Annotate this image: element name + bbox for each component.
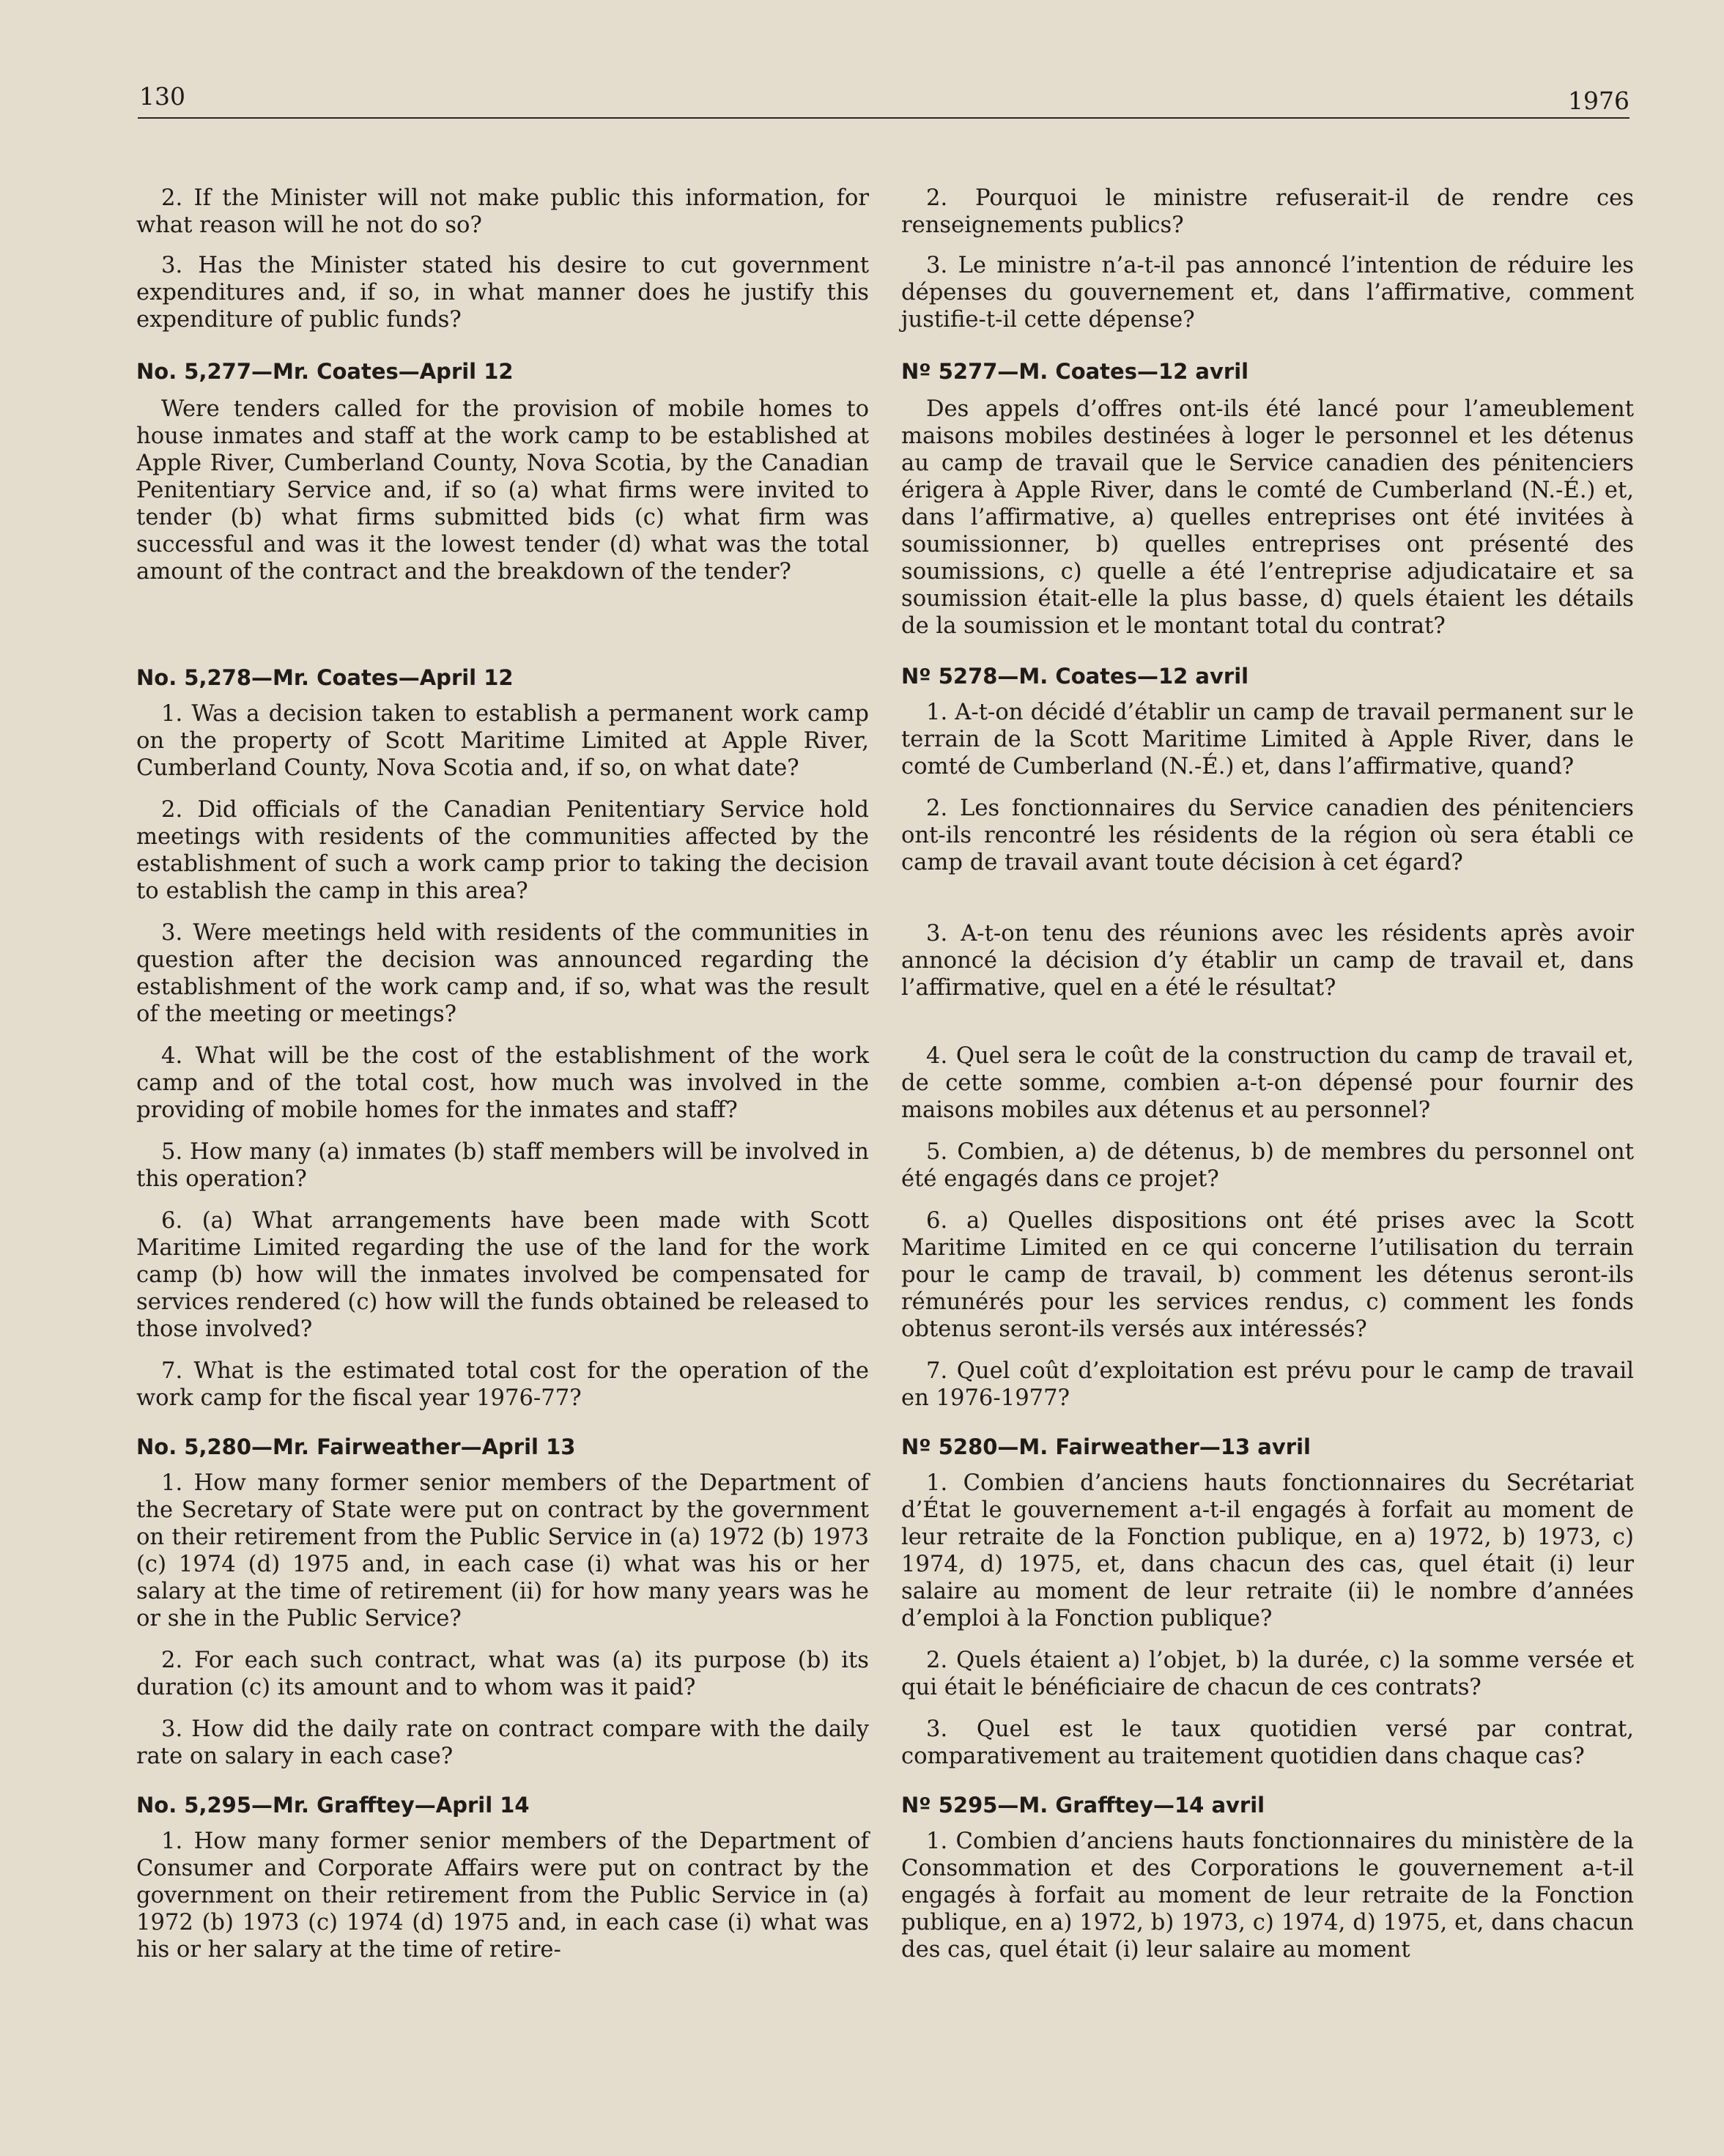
french-column [901, 185, 1634, 1963]
en-para: Were tenders called for the provision of mobile homes to house inmates and staff at the work camp to be established at Apple River, Cumberland County, Nova Scotia, by the Canadian Penitentiary Service and, if so (a) what firms were invited to tender (b) what firms submitted bids (c) what firm was successful and was it the lowest tender (d) what was the total amount of the contract and the breakdown of the tender? [136, 396, 869, 585]
en-para: 7. What is the estimated total cost for the operation of the work camp for the fiscal year 1976-77? [136, 1358, 869, 1411]
fr-para: 3. Le ministre n’a-t-il pas annoncé l’intention de réduire les dépenses du gouvernement et, dans l’affirmative, comment justifie-t-il cette dépense? [901, 253, 1634, 333]
en-para: 1. How many former senior members of the Department of Consumer and Corporate Affairs were put on contract by the government on their retirement from the Public Service in (a) 1972 (b) 1973 (c) 1974 (d) 1975 and, in each case (i) what was his or her salary at the time of retire- [136, 1829, 869, 1963]
fr-para: 5. Combien, a) de détenus, b) de membres du personnel ont été engagés dans ce projet? [901, 1139, 1634, 1192]
fr-para: 2. Pourquoi le ministre refuserait-il de rendre ces renseignements publics? [901, 185, 1634, 238]
fr-para: 3. A-t-on tenu des réunions avec les résidents après avoir annoncé la décision d’y établir un camp de travail et, dans l’affirmative, quel en a été le résultat? [901, 921, 1634, 1001]
english-column [136, 185, 869, 1963]
fr-para: 2. Quels étaient a) l’objet, b) la durée, c) la somme versée et qui était le bénéficiaire de chacun de ces contrats? [901, 1648, 1634, 1700]
en-para: 3. Has the Minister stated his desire to cut government expenditures and, if so, in what manner does he justify this expenditure of public funds? [136, 253, 869, 333]
fr-para: 7. Quel coût d’exploitation est prévu pour le camp de travail en 1976-1977? [901, 1358, 1634, 1411]
en-para: 5. How many (a) inmates (b) staff members will be involved in this operation? [136, 1139, 869, 1192]
en-para: 4. What will be the cost of the establishment of the work camp and of the total cost, how much was involved in the providing of mobile homes for the inmates and staff? [136, 1043, 869, 1123]
page-year: 1976 [1568, 86, 1629, 115]
en-question-heading: No. 5,278—Mr. Coates—April 12 [136, 665, 514, 690]
en-para: 6. (a) What arrangements have been made with Scott Maritime Limited regarding the use of the land for the work camp (b) how will the inmates involved be compensated for services rendered (c) how will the funds obtained be released to those involved? [136, 1208, 869, 1342]
fr-question-heading: Nº 5280—M. Fairweather—13 avril [901, 1434, 1311, 1459]
fr-para: 1. Combien d’anciens hauts fonctionnaires du Secrétariat d’État le gouvernement a-t-il engagés à forfait au moment de leur retraite de la Fonction publique, en a) 1972, b) 1973, c) 1974, d) 1975, et, dans chacun des cas, quel était (i) leur salaire au moment de leur retraite (ii) le nombre d’années d’emploi à la Fonction publique? [901, 1470, 1634, 1631]
header-rule [138, 117, 1629, 119]
en-para: 2. If the Minister will not make public this information, for what reason will he not do so? [136, 185, 869, 238]
fr-question-heading: Nº 5295—M. Grafftey—14 avril [901, 1793, 1265, 1818]
fr-question-heading: Nº 5277—M. Coates—12 avril [901, 359, 1249, 384]
en-question-heading: No. 5,295—Mr. Grafftey—April 14 [136, 1793, 530, 1818]
en-para: 1. How many former senior members of the Department of the Secretary of State were put on contract by the government on their retirement from the Public Service in (a) 1972 (b) 1973 (c) 1974 (d) 1975 and, in each case (i) what was his or her salary at the time of retirement (ii) for how many years was he or she in the Public Service? [136, 1470, 869, 1631]
en-para: 3. Were meetings held with residents of the communities in question after the decision was announced regarding the establishment of the work camp and, if so, what was the result of the meeting or meetings? [136, 920, 869, 1027]
en-para: 1. Was a decision taken to establish a permanent work camp on the property of Scott Maritime Limited at Apple River, Cumberland County, Nova Scotia and, if so, on what date? [136, 701, 869, 781]
fr-question-heading: Nº 5278—M. Coates—12 avril [901, 664, 1249, 689]
en-para: 3. How did the daily rate on contract compare with the daily rate on salary in each case? [136, 1716, 869, 1769]
en-para: 2. Did officials of the Canadian Penitentiary Service hold meetings with residents of the communities affected by the establishment of such a work camp prior to taking the decision to establish the camp in this area? [136, 797, 869, 904]
fr-para: 4. Quel sera le coût de la construction du camp de travail et, de cette somme, combien a-t-on dépensé pour fournir des maisons mobiles aux détenus et au personnel? [901, 1043, 1634, 1123]
en-para: 2. For each such contract, what was (a) its purpose (b) its duration (c) its amount and to whom was it paid? [136, 1648, 869, 1700]
fr-para: 1. A-t-on décidé d’établir un camp de travail permanent sur le terrain de la Scott Maritime Limited à Apple River, dans le comté de Cumberland (N.-É.) et, dans l’affirmative, quand? [901, 700, 1634, 779]
fr-para: 3. Quel est le taux quotidien versé par contrat, comparativement au traitement quotidien dans chaque cas? [901, 1716, 1634, 1769]
en-question-heading: No. 5,280—Mr. Fairweather—April 13 [136, 1434, 576, 1459]
fr-para: Des appels d’offres ont-ils été lancé pour l’ameublement maisons mobiles destinées à loger le personnel et les détenus au camp de travail que le Service canadien des pénitenciers érigera à Apple River, dans le comté de Cumberland (N.-É.) et, dans l’affirmative, a) quelles entreprises ont été invitées à soumissionner, b) quelles entreprises ont présenté des soumissions, c) quelle a été l’entreprise adjudicataire et sa soumission était-elle la plus basse, d) quels étaient les détails de la soumission et le montant total du contrat? [901, 396, 1634, 639]
en-question-heading: No. 5,277—Mr. Coates—April 12 [136, 359, 514, 384]
fr-para: 1. Combien d’anciens hauts fonctionnaires du ministère de la Consommation et des Corporations le gouvernement a-t-il engagés à forfait au moment de leur retraite de la Fonction publique, en a) 1972, b) 1973, c) 1974, d) 1975, et, dans chacun des cas, quel était (i) leur salaire au moment [901, 1829, 1634, 1963]
page-number: 130 [139, 82, 185, 111]
fr-para: 6. a) Quelles dispositions ont été prises avec la Scott Maritime Limited en ce qui concerne l’utilisation du terrain pour le camp de travail, b) comment les détenus seront-ils rémunérés pour les services rendus, c) comment les fonds obtenus seront-ils versés aux intéressés? [901, 1208, 1634, 1342]
fr-para: 2. Les fonctionnaires du Service canadien des pénitenciers ont-ils rencontré les résidents de la région où sera établi ce camp de travail avant toute décision à cet égard? [901, 796, 1634, 875]
